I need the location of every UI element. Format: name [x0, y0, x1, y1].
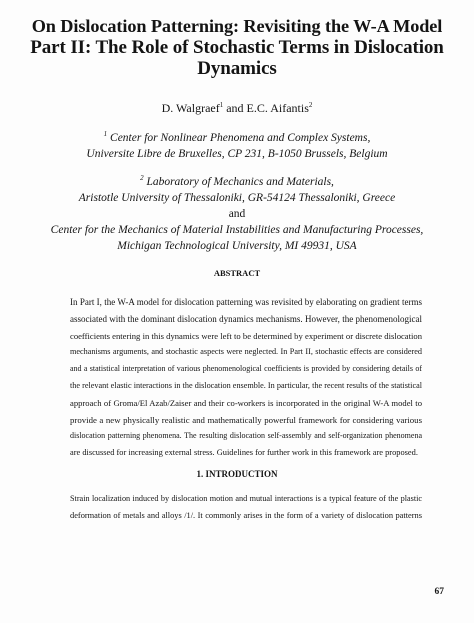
- author-list: [40, 101, 434, 115]
- author-name: E.C. Aifantis: [246, 101, 309, 115]
- affiliation-mark: 1: [103, 130, 108, 139]
- page-number: 67: [434, 587, 444, 597]
- abstract-line: coefficients entering in this dynamics were left to be determined by experiment or discrete dislocation: [70, 330, 422, 341]
- section-heading: 1. INTRODUCTION: [196, 469, 278, 479]
- abstract-line: mechanisms arguments, and stochastic aspects were neglected. In Part II, stochastic effects are considered: [70, 347, 422, 357]
- abstract-line: approach of Groma/El Azab/Zaiser and their co-workers is incorporated in the original W-A model to: [70, 397, 422, 408]
- body-line: deformation of metals and alloys /1/. It commonly arises in the form of a variety of dislocation patterns: [70, 510, 422, 520]
- affiliation-line: Michigan Technological University, MI 49931, USA: [117, 240, 357, 252]
- abstract-heading: ABSTRACT: [213, 268, 261, 278]
- author-name: D. Walgraef: [161, 101, 220, 115]
- abstract-body: [70, 294, 422, 462]
- introduction-body: [70, 491, 422, 525]
- affiliation-and: and: [228, 208, 246, 220]
- abstract-line: In Part I, the W-A model for dislocation patterning was revisited by elaborating on gradient terms: [70, 297, 422, 307]
- affiliation-1: [30, 130, 444, 162]
- abstract-line: dislocation patterning phenomena. The resulting dislocation self-assembly and self-organization phenomena: [70, 431, 422, 441]
- abstract-line: provide a new physically realistic and mathematically powerful framework for considering various: [70, 414, 422, 425]
- abstract-line: and a statistical interpretation of various phenomenological coefficients is provided by considering details of: [70, 364, 422, 374]
- affiliation-line: Laboratory of Mechanics and Materials,: [146, 176, 334, 188]
- affiliation-mark: 2: [140, 174, 144, 183]
- body-line: Strain localization induced by dislocation motion and mutual interactions is a typical feature of the plastic: [70, 494, 422, 503]
- abstract-line: the relevant elastic interactions in the dislocation ensemble. In particular, the recent results of the statistical: [70, 380, 422, 390]
- title-line-3: Dynamics: [197, 58, 277, 79]
- affiliation-2: [30, 174, 444, 254]
- title-line-1: On Dislocation Patterning: Revisiting the W-A Model: [31, 16, 443, 36]
- affiliation-line: Universite Libre de Bruxelles, CP 231, B-1050 Brussels, Belgium: [86, 148, 388, 160]
- author-joiner: and: [223, 101, 247, 115]
- abstract-line: associated with the dominant dislocation dynamics mechanisms. However, the phenomenological: [70, 313, 422, 324]
- title-line-2: Part II: The Role of Stochastic Terms in Dislocation: [30, 37, 444, 58]
- paper-title: [30, 16, 444, 79]
- affiliation-line: Center for Nonlinear Phenomena and Complex Systems,: [110, 132, 371, 144]
- affiliation-line: Center for the Mechanics of Material Instabilities and Manufacturing Processes,: [50, 224, 424, 236]
- affiliation-line: Aristotle University of Thessaloniki, GR-54124 Thessaloniki, Greece: [78, 192, 396, 204]
- author-affiliation-mark: 2: [308, 101, 313, 109]
- abstract-line: are discussed for increasing external stress. Guidelines for further work in this framework are proposed.: [70, 448, 418, 458]
- author-affiliation-mark: 1: [219, 101, 224, 109]
